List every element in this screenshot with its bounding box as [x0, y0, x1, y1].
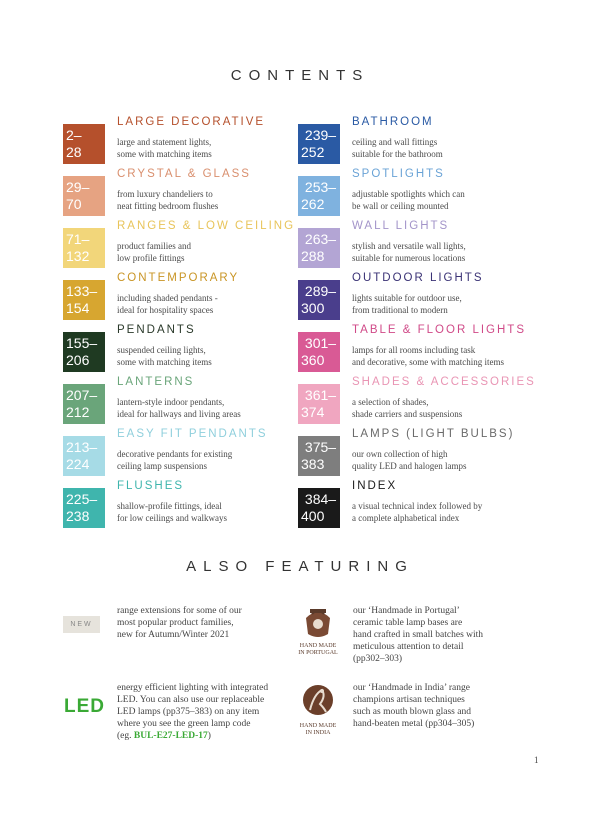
range-end: 360: [301, 352, 325, 368]
contents-entry: [298, 480, 558, 528]
contents-entry: [298, 168, 558, 216]
range-end: 400: [301, 508, 325, 524]
range-end: 374: [301, 404, 325, 420]
section-description: shallow-profile fittings, ideal for low ceilings and walkways: [117, 501, 227, 523]
india-feature-text: our ‘Handmade in India’ range champions artisan techniques such as mouth blown glass and hand-beaten metal (pp304–305): [353, 683, 475, 729]
section-description: ceiling and wall fittings suitable for the bathroom: [352, 137, 443, 159]
contents-entry: [63, 168, 323, 216]
range-start: 384–: [304, 491, 337, 507]
page-range-box: [63, 280, 105, 320]
range-start: 253–: [304, 179, 337, 195]
section-heading: OUTDOOR LIGHTS: [352, 272, 484, 284]
range-start: 301–: [304, 335, 337, 351]
page-range-box: [63, 332, 105, 372]
section-description: a visual technical index followed by a complete alphabetical index: [352, 501, 483, 523]
range-end: 383: [301, 456, 325, 472]
page-range-box: [298, 332, 340, 372]
range-start: 155–: [66, 335, 98, 351]
india-seal-line1: HAND MADE: [299, 723, 337, 729]
portugal-feature-text: our ‘Handmade in Portugal’ ceramic table lamp bases are hand crafted in small batches with meticulous attention to detail (pp302–303): [353, 606, 484, 664]
section-description: stylish and versatile wall lights, suitable for numerous locations: [352, 241, 466, 263]
range-start: 263–: [304, 231, 337, 247]
section-description: lamps for all rooms including task and decorative, some with matching items: [352, 345, 504, 367]
section-description: decorative pendants for existing ceiling lamp suspensions: [117, 449, 233, 471]
range-end: 262: [301, 196, 325, 212]
contents-entry: [63, 116, 323, 164]
section-description: suspended ceiling lights, some with matching items: [117, 345, 212, 367]
new-feature-text: range extensions for some of our most popular product families, new for Autumn/Winter 2021: [117, 606, 242, 640]
section-heading: PENDANTS: [117, 324, 196, 336]
range-end: 288: [301, 248, 325, 264]
portugal-seal-line1: HAND MADE: [299, 643, 337, 649]
handmade-india-seal: [290, 682, 346, 737]
section-description: from luxury chandeliers to neat fitting bedroom flushes: [117, 189, 219, 211]
section-heading: LAMPS (LIGHT BULBS): [352, 428, 515, 440]
page-range-box: [298, 228, 340, 268]
contents-entry: [298, 116, 558, 164]
page-range-box: [63, 176, 105, 216]
contents-entry: [298, 376, 558, 424]
range-start: 207–: [66, 387, 98, 403]
range-end: 206: [66, 352, 90, 368]
section-heading: BATHROOM: [352, 116, 434, 128]
range-start: 289–: [304, 283, 337, 299]
range-start: 2–: [66, 127, 82, 143]
section-heading: RANGES & LOW CEILING: [117, 220, 296, 232]
india-seal-line2: IN INDIA: [305, 730, 331, 736]
range-end: 252: [301, 144, 325, 160]
section-description: including shaded pendants - ideal for hospitality spaces: [117, 293, 218, 315]
section-heading: LARGE DECORATIVE: [117, 116, 266, 128]
page-range-box: [63, 124, 105, 164]
section-heading: CRYSTAL & GLASS: [117, 168, 251, 180]
section-heading: LANTERNS: [117, 376, 195, 388]
section-description: product families and low profile fittings: [117, 241, 191, 263]
section-description: lights suitable for outdoor use, from traditional to modern: [352, 293, 462, 315]
led-feature-text: [117, 682, 297, 742]
page-range-box: [298, 176, 340, 216]
portugal-crest-icon: [300, 604, 336, 640]
led-code: BUL-E27-LED-17: [133, 731, 208, 741]
section-heading: EASY FIT PENDANTS: [117, 428, 268, 440]
page-range-box: [298, 124, 340, 164]
page-range-box: [298, 436, 340, 476]
led-text: energy efficient lighting with integrated LED. You can also use our replaceable LED lamps (pp375–383) on any item where you see the green lamp code (eg.: [117, 683, 269, 741]
contents-entry: [63, 272, 323, 320]
section-heading: INDEX: [352, 480, 398, 492]
new-badge: NEW: [63, 616, 100, 633]
handmade-portugal-seal: [290, 604, 346, 657]
range-end: 70: [66, 196, 82, 212]
page-range-box: [63, 384, 105, 424]
section-heading: SPOTLIGHTS: [352, 168, 445, 180]
led-text-end: ): [207, 731, 211, 741]
contents-entry: [63, 324, 323, 372]
range-end: 154: [66, 300, 90, 316]
range-end: 132: [66, 248, 90, 264]
india-peacock-icon: [300, 682, 336, 720]
contents-entry: [298, 220, 558, 268]
page-range-box: [298, 384, 340, 424]
led-badge: LED: [64, 696, 105, 717]
contents-entry: [63, 220, 323, 268]
contents-entry: [63, 428, 323, 476]
portugal-seal-line2: IN PORTUGAL: [298, 650, 338, 656]
page-range-box: [63, 436, 105, 476]
range-end: 300: [301, 300, 325, 316]
contents-entry: [63, 480, 323, 528]
range-start: 29–: [66, 179, 90, 195]
range-start: 225–: [66, 491, 98, 507]
page-number: 1: [534, 755, 539, 765]
section-heading: SHADES & ACCESSORIES: [352, 376, 536, 388]
range-end: 238: [66, 508, 90, 524]
section-heading: TABLE & FLOOR LIGHTS: [352, 324, 526, 336]
page-title: CONTENTS: [230, 67, 370, 84]
contents-entry: [298, 272, 558, 320]
range-start: 71–: [66, 231, 90, 247]
range-start: 361–: [304, 387, 337, 403]
range-start: 375–: [304, 439, 337, 455]
range-start: 213–: [66, 439, 98, 455]
contents-entry: [63, 376, 323, 424]
range-start: 239–: [304, 127, 337, 143]
page-range-box: [63, 228, 105, 268]
also-featuring-heading: ALSO FEATURING: [186, 558, 414, 575]
range-end: 28: [66, 144, 82, 160]
range-end: 212: [66, 404, 90, 420]
page-range-box: [298, 488, 340, 528]
section-heading: FLUSHES: [117, 480, 185, 492]
section-description: a selection of shades, shade carriers and suspensions: [352, 397, 463, 419]
page-range-box: [63, 488, 105, 528]
range-end: 224: [66, 456, 90, 472]
contents-entry: [298, 324, 558, 372]
contents-entry: [298, 428, 558, 476]
section-description: our own collection of high quality LED and halogen lamps: [352, 449, 467, 471]
range-start: 133–: [66, 283, 98, 299]
section-description: adjustable spotlights which can be wall or ceiling mounted: [352, 189, 465, 211]
section-heading: CONTEMPORARY: [117, 272, 240, 284]
section-description: lantern-style indoor pendants, ideal for hallways and living areas: [117, 397, 241, 419]
page-range-box: [298, 280, 340, 320]
section-heading: WALL LIGHTS: [352, 220, 450, 232]
section-description: large and statement lights, some with matching items: [117, 137, 212, 159]
